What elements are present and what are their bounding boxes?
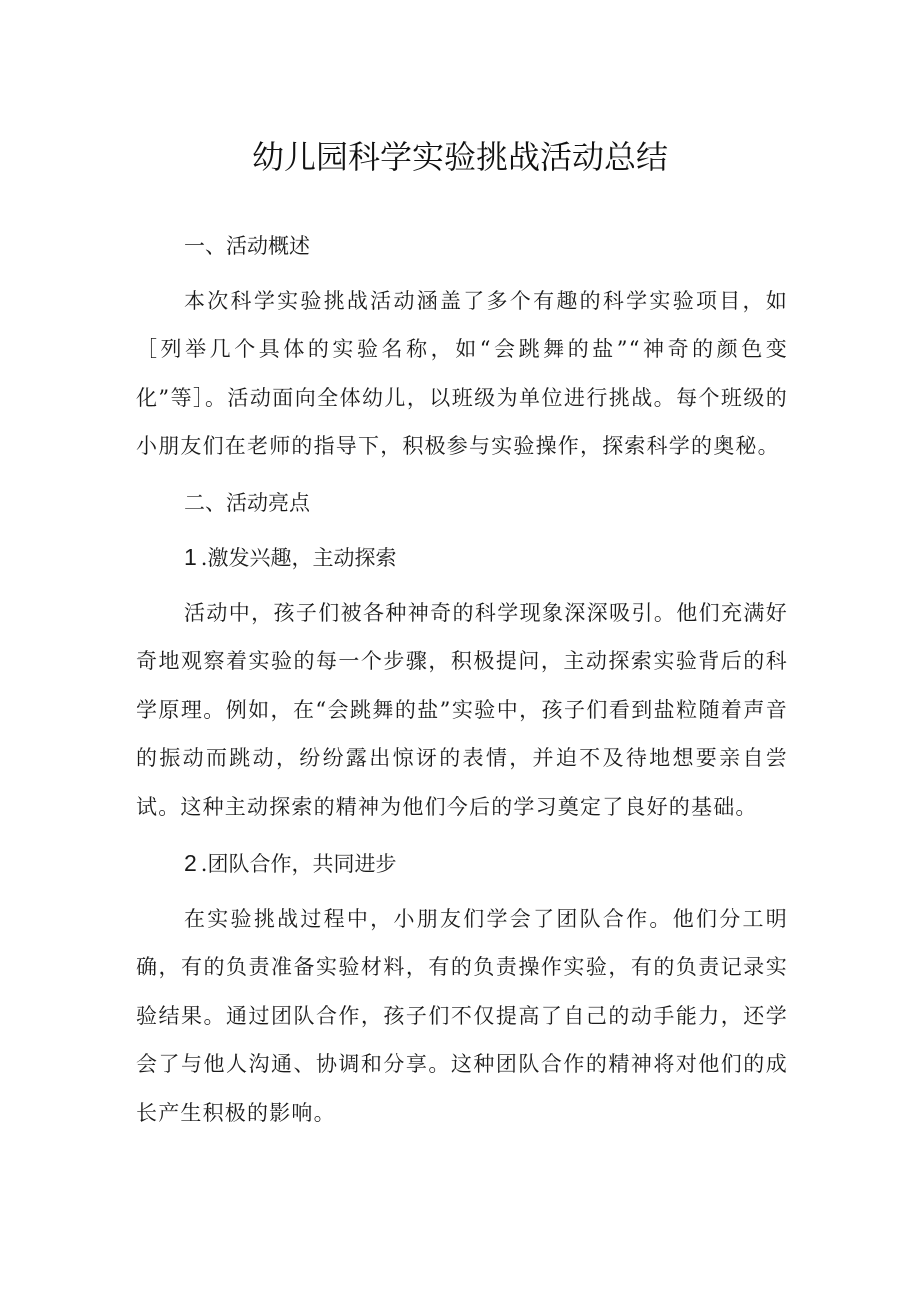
paragraph-interest: 活动中，孩子们被各种神奇的科学现象深深吸引。他们充满好奇地观察着实验的每一个步骤，积极提问，主动探索实验背后的科学原理。例如，在“会跳舞的盐”实验中，孩子们看到盐粒随着声音的振动而跳动，纷纷露出惊讶的表情，并迫不及待地想要亲自尝试。这种主动探索的精神为他们今后的学习奠定了良好的基础。 (136, 600, 788, 819)
document-title: 幼儿园科学实验挑战活动总结 (251, 138, 668, 176)
subsection-heading-interest (136, 533, 788, 583)
document-body (136, 222, 788, 1137)
section-heading-highlights: 二、活动亮点 (184, 490, 310, 515)
subsection-heading-text: .激发兴趣，主动探索 (200, 546, 397, 570)
subsection-number: 1 (184, 544, 197, 570)
section-heading-overview: 一、活动概述 (184, 234, 310, 258)
section-highlights (136, 479, 788, 1138)
paragraph-teamwork: 在实验挑战过程中，小朋友们学会了团队合作。他们分工明确，有的负责准备实验材料，有的负责操作实验，有的负责记录实验结果。通过团队合作，孩子们不仅提高了自己的动手能力，还学会了与他人沟通、协调和分享。这种团队合作的精神将对他们的成长产生积极的影响。 (136, 906, 788, 1125)
section-overview (136, 222, 788, 471)
paragraph-overview: 本次科学实验挑战活动涵盖了多个有趣的科学实验项目，如［列举几个具体的实验名称，如“会跳舞的盐”“神奇的颜色变化”等］。活动面向全体幼儿，以班级为单位进行挑战。每个班级的小朋友们在老师的指导下，积极参与实验操作，探索科学的奥秘。 (136, 288, 788, 458)
subsection-number: 2 (184, 850, 197, 876)
subsection-heading-text: .团队合作，共同进步 (200, 852, 397, 876)
subsection-heading-teamwork (136, 839, 788, 889)
